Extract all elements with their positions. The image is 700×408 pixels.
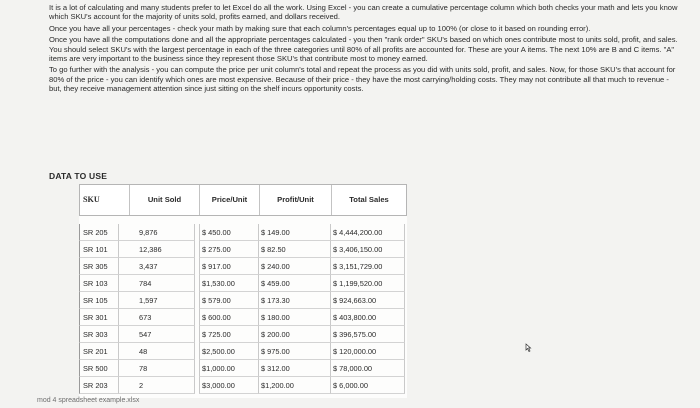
file-name-link[interactable]: mod 4 spreadsheet example.xlsx <box>37 397 140 404</box>
cell-total-sales: $ 78,000.00 <box>331 360 405 377</box>
cell-total-sales: $ 3,151,729.00 <box>331 258 405 275</box>
paragraph: It is a lot of calculating and many students prefer to let Excel do all the work. Using Excel - you can create a cumulative percentage column which both checks your math and lets you know which SKU's account for the majority of units sold, profits earned, and dollars received. <box>49 3 678 22</box>
paragraph: Once you have all your percentages - check your math by making sure that each column's percentages equal up to 100% (or close to it based on rounding error). <box>49 23 591 33</box>
instructions-text <box>49 3 679 96</box>
cell-units-sold: 1,597 <box>119 292 195 309</box>
cell-sku: SR 105 <box>79 292 119 309</box>
cell-total-sales: $ 6,000.00 <box>331 377 405 394</box>
table-row <box>79 309 407 326</box>
cell-units-sold: 9,876 <box>119 224 195 241</box>
cell-profit-unit: $ 200.00 <box>259 326 331 343</box>
pointer-cursor-icon <box>523 343 533 353</box>
table-row <box>79 241 407 258</box>
paragraph: To go further with the analysis - you can compute the price per unit column's total and repeat the process as you did with units sold, profit, and sales. Now, for those SKU's that account for 80% of the price - you can identify which ones are most expensive. Because of their price - they have the most carrying/holding costs. They may not contribute all that much to revenue - but, they receive management attention since just sitting on the shelf incurs opportunity costs. <box>49 65 676 94</box>
cell-price-unit: $2,500.00 <box>199 343 259 360</box>
table-row <box>79 258 407 275</box>
cell-sku: SR 500 <box>79 360 119 377</box>
cell-price-unit: $ 917.00 <box>199 258 259 275</box>
cell-units-sold: 2 <box>119 377 195 394</box>
cell-price-unit: $3,000.00 <box>199 377 259 394</box>
table-row <box>79 292 407 309</box>
table-body <box>79 224 407 394</box>
cell-total-sales: $ 1,199,520.00 <box>331 275 405 292</box>
cell-price-unit: $ 579.00 <box>199 292 259 309</box>
table-header <box>79 184 407 216</box>
table-row <box>79 326 407 343</box>
cell-price-unit: $ 600.00 <box>199 309 259 326</box>
cell-sku: SR 301 <box>79 309 119 326</box>
cell-profit-unit: $ 975.00 <box>259 343 331 360</box>
table-row <box>79 224 407 241</box>
cell-units-sold: 3,437 <box>119 258 195 275</box>
header-sku: SKU <box>80 185 130 215</box>
header-unit-sold: Unit Sold <box>130 185 200 215</box>
table-row <box>79 377 407 394</box>
paragraph: Once you have all the computations done and all the appropriate percentages calculated - you then "rank order" SKU's based on which ones contribute most to units sold, profit, and sales. You should select SKU's with the largest percentage in each of the three categories until 80% of all profits are accounted for. These are your A items. The next 10% are B and C items. "A" items are very important to the business since they represent those SKU's that contribute most to money earned. <box>49 35 678 64</box>
cell-sku: SR 305 <box>79 258 119 275</box>
cell-total-sales: $ 924,663.00 <box>331 292 405 309</box>
cell-total-sales: $ 4,444,200.00 <box>331 224 405 241</box>
cell-sku: SR 201 <box>79 343 119 360</box>
cell-price-unit: $ 725.00 <box>199 326 259 343</box>
cell-total-sales: $ 3,406,150.00 <box>331 241 405 258</box>
cell-price-unit: $ 450.00 <box>199 224 259 241</box>
cell-total-sales: $ 396,575.00 <box>331 326 405 343</box>
cell-sku: SR 203 <box>79 377 119 394</box>
cell-price-unit: $1,000.00 <box>199 360 259 377</box>
cell-units-sold: 673 <box>119 309 195 326</box>
cell-sku: SR 303 <box>79 326 119 343</box>
cell-profit-unit: $ 459.00 <box>259 275 331 292</box>
header-total-sales: Total Sales <box>349 195 389 204</box>
cell-units-sold: 78 <box>119 360 195 377</box>
cell-price-unit: $ 275.00 <box>199 241 259 258</box>
cell-units-sold: 12,386 <box>119 241 195 258</box>
section-title: DATA TO USE <box>49 171 108 181</box>
table-row <box>79 343 407 360</box>
header-price-unit: Price/Unit <box>200 185 260 215</box>
cell-units-sold: 547 <box>119 326 195 343</box>
cell-profit-unit: $1,200.00 <box>259 377 331 394</box>
spreadsheet-table <box>79 184 407 398</box>
cell-total-sales: $ 120,000.00 <box>331 343 405 360</box>
cell-profit-unit: $ 149.00 <box>259 224 331 241</box>
cell-total-sales: $ 403,800.00 <box>331 309 405 326</box>
cell-profit-unit: $ 173.30 <box>259 292 331 309</box>
cell-profit-unit: $ 240.00 <box>259 258 331 275</box>
table-row <box>79 275 407 292</box>
cell-price-unit: $1,530.00 <box>199 275 259 292</box>
cell-sku: SR 205 <box>79 224 119 241</box>
cell-profit-unit: $ 180.00 <box>259 309 331 326</box>
header-profit-unit: Profit/Unit <box>260 185 332 215</box>
table-row <box>79 360 407 377</box>
cell-sku: SR 103 <box>79 275 119 292</box>
cell-profit-unit: $ 312.00 <box>259 360 331 377</box>
cell-units-sold: 784 <box>119 275 195 292</box>
cell-units-sold: 48 <box>119 343 195 360</box>
cell-sku: SR 101 <box>79 241 119 258</box>
cell-profit-unit: $ 82.50 <box>259 241 331 258</box>
